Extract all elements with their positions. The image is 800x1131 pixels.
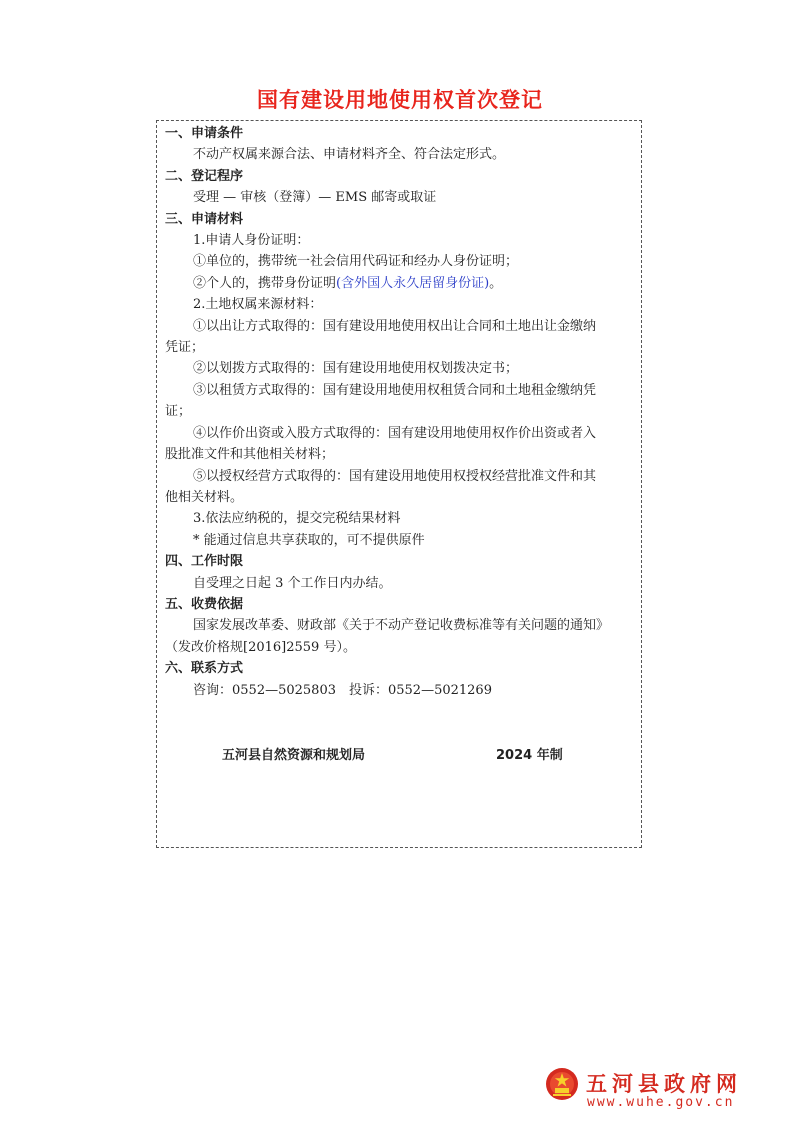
materials-line: [165, 273, 635, 294]
materials-line: 他相关材料。: [165, 489, 244, 505]
materials-line: 1.申请人身份证明：: [193, 233, 310, 249]
materials-line: 3.依法应纳税的，提交完税结果材料: [193, 511, 401, 527]
materials-line: 证；: [165, 404, 192, 420]
materials-line: ④以作价出资或入股方式取得的：国有建设用地使用权作价出资或者入: [193, 425, 597, 441]
section-heading-contact: 六、联系方式: [165, 661, 244, 677]
materials-line: 2.土地权属来源材料：: [193, 297, 323, 313]
section-heading-procedure: 二、登记程序: [165, 168, 244, 184]
materials-text: ②个人的，携带身份证明: [193, 275, 337, 291]
section-heading-materials: 三、申请材料: [165, 211, 244, 227]
materials-line: ①以出让方式取得的：国有建设用地使用权出让合同和土地出让金缴纳: [193, 318, 597, 334]
materials-line: ①单位的，携带统一社会信用代码证和经办人身份证明；: [193, 254, 519, 270]
materials-line: ③以租赁方式取得的：国有建设用地使用权租赁合同和土地租金缴纳凭: [193, 382, 597, 398]
national-emblem-icon: [545, 1067, 579, 1101]
section-heading-conditions: 一、申请条件: [165, 126, 244, 141]
materials-line: 凭证；: [165, 340, 205, 356]
section-text-time-limit: 自受理之日起 3 个工作日内办结。: [193, 575, 392, 591]
section-heading-time-limit: 四、工作时限: [165, 554, 244, 570]
section-text-contact: 咨询：0552—5025803 投诉：0552—5021269: [193, 682, 492, 698]
section-text-procedure: 受理 — 审核（登簿）— EMS 邮寄或取证: [193, 190, 437, 206]
site-url[interactable]: www.wuhe.gov.cn: [587, 1095, 735, 1110]
issue-year: 2024 年制: [496, 748, 563, 763]
section-text-conditions: 不动产权属来源合法、申请材料齐全、符合法定形式。: [193, 147, 506, 163]
foreigner-id-note: (含外国人永久居留身份证): [336, 275, 490, 291]
section-text-fees: （发改价格规[2016]2559 号）。: [165, 639, 356, 655]
page-title: 国有建设用地使用权首次登记: [257, 88, 543, 112]
section-text-fees: 国家发展改革委、财政部《关于不动产登记收费标准等有关问题的通知》: [193, 618, 610, 634]
materials-punct: 。: [489, 275, 503, 291]
materials-line: 股批准文件和其他相关材料；: [165, 447, 335, 463]
issuing-organization: 五河县自然资源和规划局: [222, 748, 366, 763]
materials-line: ⑤以授权经营方式取得的：国有建设用地使用权授权经营批准文件和其: [193, 468, 597, 484]
materials-note: * 能通过信息共享获取的，可不提供原件: [193, 532, 425, 548]
document-body: [165, 123, 635, 701]
section-heading-fees: 五、收费依据: [165, 596, 244, 612]
site-name[interactable]: 五河县政府网: [586, 1072, 742, 1096]
materials-line: ②以划拨方式取得的：国有建设用地使用权划拨决定书；: [193, 361, 519, 377]
